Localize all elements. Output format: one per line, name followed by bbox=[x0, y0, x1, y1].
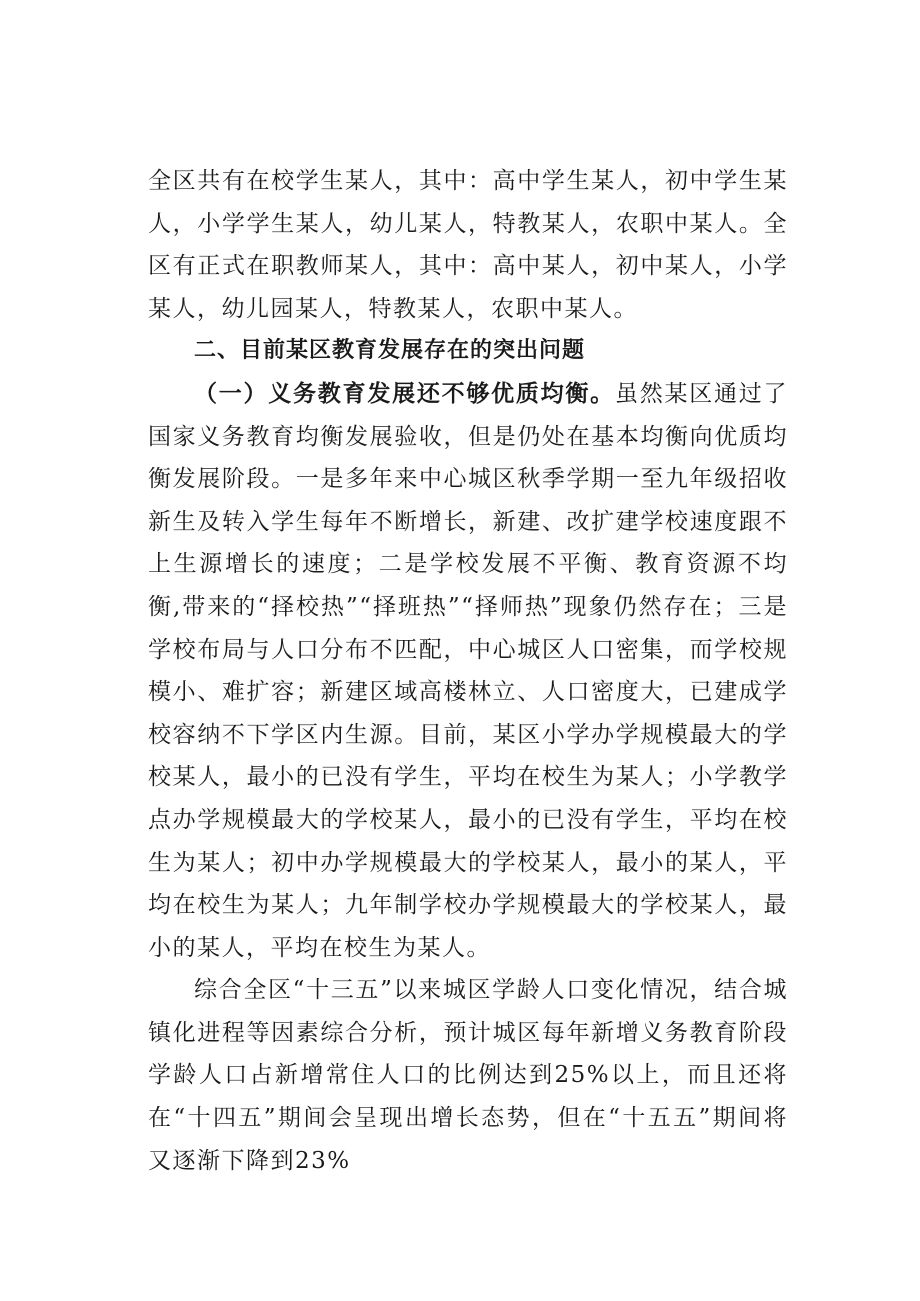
subsection-heading: （一）义务教育发展还不够优质均衡。 bbox=[194, 379, 615, 407]
section-heading: 二、目前某区教育发展存在的突出问题 bbox=[194, 338, 586, 364]
population-analysis-paragraph: 综合全区“十三五”以来城区学龄人口变化情况，结合城镇化进程等因素综合分析，预计城区每年新增义务教育阶段学龄人口占新增常住人口的比例达到25%以上，而且还将在“十四五”期间会呈现出增长态势，但在“十五五”期间将又逐渐下降到23% bbox=[148, 977, 788, 1174]
compulsory-education-body: 虽然某区通过了国家义务教育均衡发展验收，但是仍处在基本均衡向优质均衡发展阶段。一是多年来中心城区秋季学期一至九年级招收新生及转入学生每年不断增长，新建、改扩建学校速度跟不上生源增长的速度；二是学校发展不平衡、教育资源不均衡,带来的“择校热”“择班热”“择师热”现象仍然存在；三是学校布局与人口分布不匹配，中心城区人口密集，而学校规模小、难扩容；新建区域高楼林立、人口密度大，已建成学校容纳不下学区内生源。目前，某区小学办学规模最大的学校某人，最小的已没有学生，平均在校生为某人；小学教学点办学规模最大的学校某人，最小的已没有学生，平均在校生为某人；初中办学规模最大的学校某人，最小的某人，平均在校生为某人；九年制学校办学规模最大的学校某人，最小的某人，平均在校生为某人。 bbox=[148, 380, 789, 961]
document-body bbox=[148, 160, 788, 1182]
compulsory-education-paragraph bbox=[148, 373, 788, 969]
intro-paragraph: 全区共有在校学生某人，其中：高中学生某人，初中学生某人，小学学生某人，幼儿某人，特教某人，农职中某人。全区有正式在职教师某人，其中：高中某人，初中某人，小学某人，幼儿园某人，特教某人，农职中某人。 bbox=[148, 168, 788, 322]
